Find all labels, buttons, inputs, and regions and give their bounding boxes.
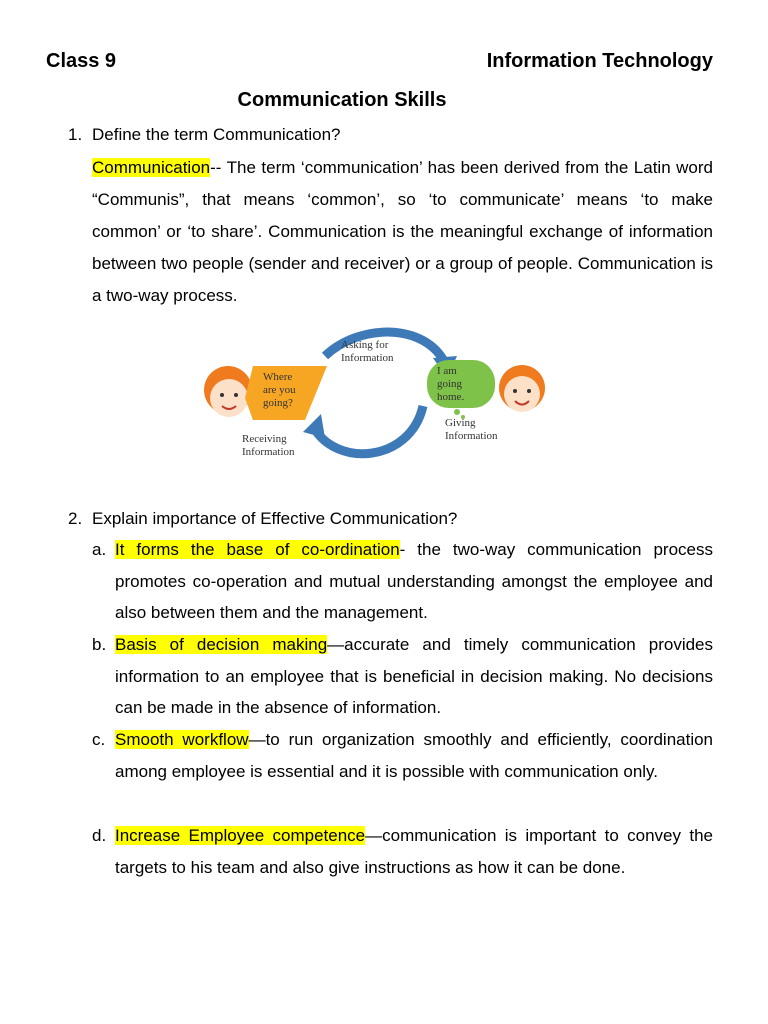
definition-text: -- The term ‘communication’ has been derived from the Latin word “Communis”, that means ‘common’, so ‘to communicate’ means ‘to make common’ or ‘to share’. Communication is the meaningful exchange of information between two people (sender and receiver) or a group of people. Communication is a two-way process. [92,158,713,305]
question-1 [68,125,341,145]
question-number: 2. [68,509,83,528]
item-text: - the two-way communication process promotes co-operation and mutual understanding amongst the employee and also between them and the management. [115,540,713,622]
highlighted-term: It forms the base of co-ordination [115,540,400,559]
list-item [92,820,713,883]
giving-label-1: Giving [445,417,476,429]
right-bubble-line-1: I am [437,365,457,377]
highlighted-term: Smooth workflow [115,730,249,749]
highlighted-term: Communication [92,158,211,177]
item-text: —communication is important to convey the targets to his team and also give instructions as how it can be done. [115,826,713,877]
definition-paragraph [92,152,713,312]
asking-label-1: Asking for [341,339,389,351]
left-bubble-line-2: are you [263,384,296,396]
question-number: 1. [68,125,83,144]
receiving-label-2: Information [242,446,295,458]
item-letter: a. [92,540,107,559]
highlighted-term: Increase Employee competence [115,826,366,845]
list-item [92,629,713,724]
item-text: —to run organization smoothly and efficiently, coordination among employee is essential and it is possible with communication only. [115,730,714,781]
item-letter: d. [92,826,107,845]
list-item [92,534,713,629]
receiver-face-icon [499,365,545,412]
bottom-arrow-head [303,414,325,438]
right-bubble-line-3: home. [437,391,465,403]
asking-label-2: Information [341,352,394,364]
list-item [92,724,713,787]
communication-diagram [195,318,555,468]
subject-label: Information Technology [486,50,713,72]
sender-face-icon [204,366,252,417]
left-bubble-line-3: going? [263,397,293,409]
question-text: Define the term Communication? [92,125,341,144]
item-letter: c. [92,730,106,749]
question-text: Explain importance of Effective Communication? [92,509,458,528]
question-2 [68,509,457,529]
class-label: Class 9 [46,50,117,72]
bottom-arrow [313,406,423,454]
right-bubble-line-2: going [437,378,463,390]
receiving-label-1: Receiving [242,433,287,445]
giving-label-2: Information [445,430,498,442]
page-title: Communication Skills [237,89,447,111]
left-bubble-line-1: Where [263,371,293,383]
item-letter: b. [92,635,107,654]
highlighted-term: Basis of decision making [115,635,328,654]
item-text: —accurate and timely communication provides information to an employee that is beneficial in decision making. No decisions can be made in the absence of information. [115,635,714,717]
